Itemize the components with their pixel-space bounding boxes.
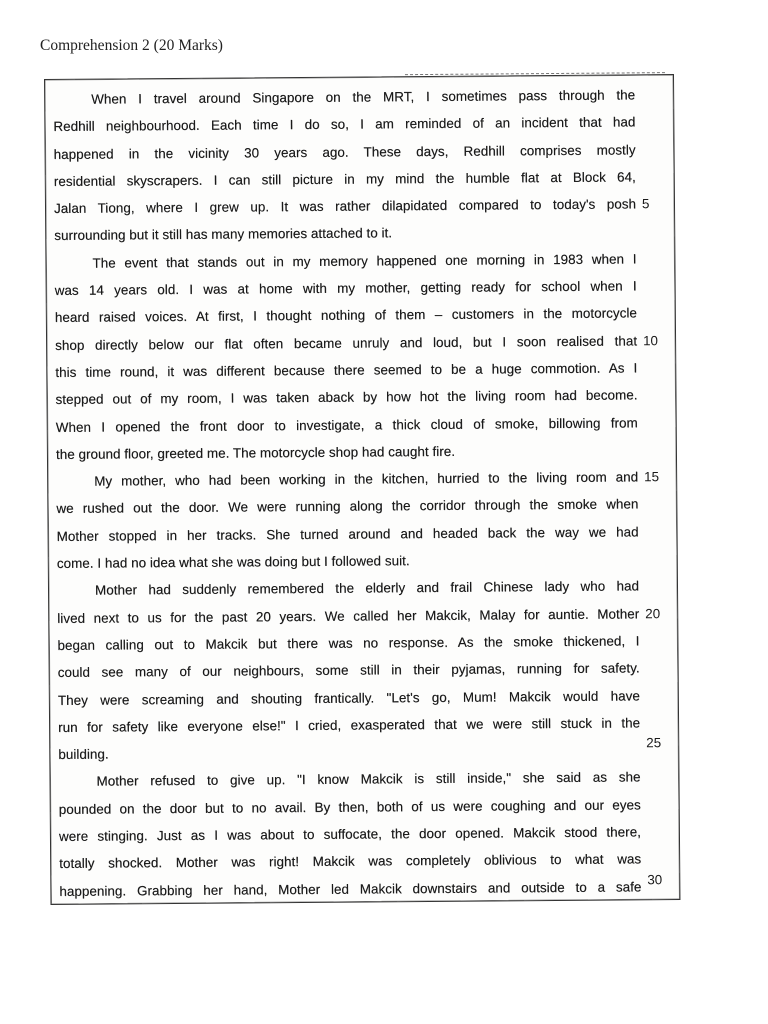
passage-line: The event that stands out in my memory happened one morning in 1983 when I [92,251,637,271]
line-number: 10 [643,333,659,349]
passage-line: building. [58,746,109,763]
passage-line: happening. Grabbing her hand, Mother led Makcik downstairs and outside to a safe [59,878,642,899]
passage-line: When I opened the front door to investigate, a thick cloud of smoke, billowing from [55,414,638,435]
passage-line: They were screaming and shouting frantically. "Let's go, Mum! Makcik would have [57,687,640,708]
passage-line: Jalan Tiong, where I grew up. It was rather dilapidated compared to today's posh [53,196,637,217]
passage-line: happened in the vicinity 30 years ago. These days, Redhill comprises mostly [53,141,636,162]
passage-line: run for safety like everyone else!" I cried, exasperated that we were still stuck in the [58,715,641,735]
passage-line: My mother, who had been working in the kitchen, hurried to the living room and [94,469,639,489]
passage-line: Mother had suddenly remembered the elderly and frail Chinese lady who had [94,578,640,598]
scanned-passage-frame [44,74,680,905]
line-number: 25 [646,735,662,751]
passage-line: stepped out of my room, I was taken aback by how hot the living room had become. [55,387,638,408]
passage-line: were stinging. Just as I was about to suffocate, the door opened. Makcik stood there, [58,824,641,844]
passage-line: was 14 years old. I was at home with my mother, getting ready for school when I [54,278,637,299]
line-number: 5 [641,196,650,212]
passage-line: shop directly below our flat often became unruly and loud, but I soon realised that [55,333,638,353]
line-number: 15 [644,469,660,485]
passage-line: the ground floor, greeted me. The motorcycle shop had caught fire. [55,443,456,462]
passage-line: surrounding but it still has many memories attached to it. [54,225,393,244]
comprehension-heading: Comprehension 2 (20 Marks) [40,37,223,54]
passage-line: Mother stopped in her tracks. She turned around and headed back the way we had [56,524,639,544]
passage-line: come. I had no idea what she was doing but I followed suit. [56,553,410,571]
passage-line: could see many of our neighbours, some still in their pyjamas, running for safety. [57,660,640,681]
line-number: 20 [645,606,661,622]
line-number: 30 [647,872,663,888]
passage-line: Redhill neighbourhood. Each time I do so, I am reminded of an incident that had [53,114,636,135]
passage-line: residential skyscrapers. I can still picture in my mind the humble flat at Block 64, [53,169,636,189]
passage-line: began calling out to Makcik but there was no response. As the smoke thickened, I [57,633,640,653]
passage-text [53,81,641,904]
passage-line: totally shocked. Mother was right! Makcik was completely oblivious to what was [59,851,642,872]
passage-line: heard raised voices. At first, I thought nothing of them – customers in the motorcycle [54,305,637,326]
passage-line: we rushed out the door. We were running along the corridor through the smoke when [56,496,639,517]
passage-line: this time round, it was different because there seemed to be a huge commotion. As I [55,360,638,380]
passage-line: pounded on the door but to no avail. By then, both of us were coughing and our eyes [58,797,641,817]
passage-line: lived next to us for the past 20 years. We called her Makcik, Malay for auntie. Mother [57,605,640,626]
passage-line: Mother refused to give up. "I know Makcik is still inside," she said as she [96,769,641,790]
passage-line: When I travel around Singapore on the MRT, I sometimes pass through the [91,87,636,107]
